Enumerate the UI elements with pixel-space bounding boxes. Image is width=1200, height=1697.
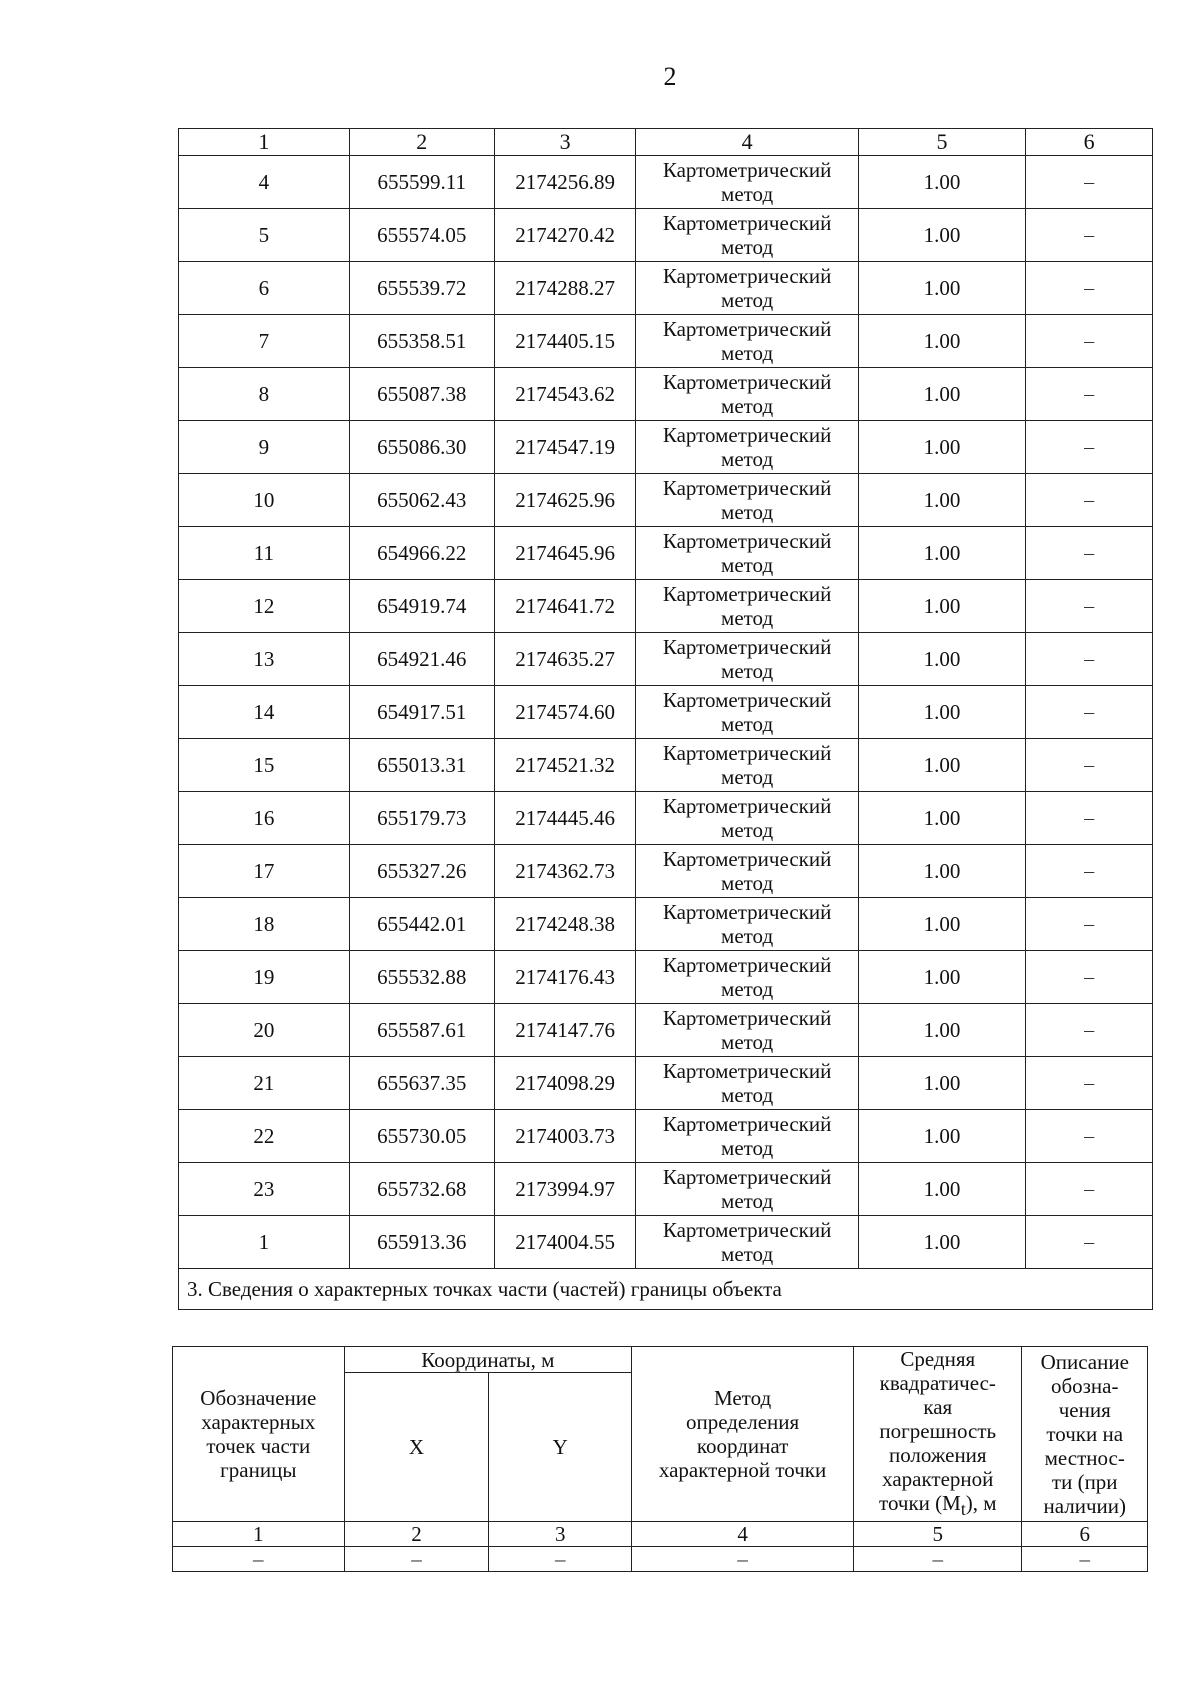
point-number: 14 [179,686,350,739]
y-coordinate: 2174574.60 [494,686,636,739]
description-cell: – [1026,686,1153,739]
error-value: 1.00 [858,792,1026,845]
section-row [179,1269,1153,1310]
y-coordinate: 2174635.27 [494,633,636,686]
method-cell [636,633,858,686]
point-designation-header: Обозначение характерных точек части границы [173,1347,345,1522]
method-line: метод [721,394,774,418]
x-coordinate: 655730.05 [349,1110,494,1163]
table-cell: – [489,1547,632,1572]
x-coordinate: 654921.46 [349,633,494,686]
table-cell: – [632,1547,854,1572]
x-coordinate: 654966.22 [349,527,494,580]
point-number: 17 [179,845,350,898]
method-line: метод [721,341,774,365]
method-line: Картометрический [662,582,832,606]
x-coordinate: 655087.38 [349,368,494,421]
error-value: 1.00 [858,898,1026,951]
y-coordinate: 2174547.19 [494,421,636,474]
method-cell [636,792,858,845]
method-line: Картометрический [662,847,832,871]
y-coordinate: 2174521.32 [494,739,636,792]
method-line: метод [721,500,774,524]
description-cell: – [1026,156,1153,209]
error-value: 1.00 [858,1163,1026,1216]
table-row [179,633,1153,686]
column-number: 3 [489,1522,632,1547]
description-cell: – [1026,474,1153,527]
description-cell: – [1026,209,1153,262]
method-line: метод [721,288,774,312]
method-line: метод [721,1242,774,1266]
point-number: 1 [179,1216,350,1269]
y-coordinate: 2174645.96 [494,527,636,580]
method-cell [636,315,858,368]
y-coordinate: 2174445.46 [494,792,636,845]
x-coordinate: 654917.51 [349,686,494,739]
table-row [179,898,1153,951]
table-row [179,845,1153,898]
error-value: 1.00 [858,633,1026,686]
error-value: 1.00 [858,1004,1026,1057]
x-coordinate: 654919.74 [349,580,494,633]
column-number-row [173,1522,1148,1547]
y-coordinate: 2174003.73 [494,1110,636,1163]
method-line: метод [721,977,774,1001]
column-number: 4 [636,129,858,156]
error-value: 1.00 [858,315,1026,368]
error-header: Средняя квадратичес- кая погрешность положения характерной точки $(M_t)$, м [854,1347,1022,1522]
coordinates-header: Координаты, м [344,1347,631,1373]
column-number: 2 [344,1522,489,1547]
table-row [179,686,1153,739]
method-line: метод [721,659,774,683]
method-line: метод [721,235,774,259]
method-line: метод [721,924,774,948]
method-cell [636,527,858,580]
method-line: метод [721,447,774,471]
table-row [179,421,1153,474]
table-row [179,792,1153,845]
y-coordinate: 2173994.97 [494,1163,636,1216]
method-line: Картометрический [662,1059,832,1083]
error-value: 1.00 [858,209,1026,262]
x-coordinate: 655013.31 [349,739,494,792]
method-cell [636,1163,858,1216]
point-number: 10 [179,474,350,527]
table-row [173,1547,1148,1572]
column-number: 3 [494,129,636,156]
method-line: Картометрический [662,953,832,977]
method-line: Картометрический [662,688,832,712]
column-number: 5 [854,1522,1022,1547]
x-coordinate: 655599.11 [349,156,494,209]
y-coordinate: 2174362.73 [494,845,636,898]
error-value: 1.00 [858,1057,1026,1110]
error-value: 1.00 [858,951,1026,1004]
method-cell [636,262,858,315]
description-cell: – [1026,1057,1153,1110]
y-coordinate: 2174625.96 [494,474,636,527]
method-line: Картометрический [662,264,832,288]
x-coordinate: 655327.26 [349,845,494,898]
method-line: Картометрический [662,794,832,818]
method-cell [636,421,858,474]
method-cell [636,1216,858,1269]
table-row [179,951,1153,1004]
y-header: Y [489,1373,632,1522]
point-number: 23 [179,1163,350,1216]
description-cell: – [1026,368,1153,421]
method-line: Картометрический [662,370,832,394]
point-number: 13 [179,633,350,686]
y-coordinate: 2174147.76 [494,1004,636,1057]
error-value: 1.00 [858,580,1026,633]
column-number: 6 [1022,1522,1148,1547]
point-number: 11 [179,527,350,580]
table-row [179,1110,1153,1163]
method-line: Картометрический [662,900,832,924]
method-line: Картометрический [662,1112,832,1136]
section-title: 3. Сведения о характерных точках части (частей) границы объекта [179,1269,1153,1310]
method-cell [636,156,858,209]
method-line: метод [721,1030,774,1054]
column-number: 1 [173,1522,345,1547]
point-number: 15 [179,739,350,792]
x-coordinate: 655086.30 [349,421,494,474]
point-number: 7 [179,315,350,368]
method-line: Картометрический [662,1218,832,1242]
method-line: Картометрический [662,1006,832,1030]
x-coordinate: 655587.61 [349,1004,494,1057]
column-number: 1 [179,129,350,156]
x-coordinate: 655062.43 [349,474,494,527]
x-coordinate: 655732.68 [349,1163,494,1216]
table-row [179,368,1153,421]
description-cell: – [1026,898,1153,951]
y-coordinate: 2174256.89 [494,156,636,209]
y-coordinate: 2174004.55 [494,1216,636,1269]
y-coordinate: 2174641.72 [494,580,636,633]
method-line: метод [721,871,774,895]
method-line: метод [721,553,774,577]
method-header: Метод определения координат характерной точки [632,1347,854,1522]
method-cell [636,845,858,898]
page-number: 2 [663,62,677,91]
method-cell [636,1110,858,1163]
method-line: Картометрический [662,423,832,447]
y-coordinate: 2174176.43 [494,951,636,1004]
method-cell [636,951,858,1004]
method-line: метод [721,1189,774,1213]
y-coordinate: 2174288.27 [494,262,636,315]
method-line: Картометрический [662,211,832,235]
error-value: 1.00 [858,1216,1026,1269]
column-number-row [179,129,1153,156]
table-row [179,474,1153,527]
y-coordinate: 2174270.42 [494,209,636,262]
description-cell: – [1026,845,1153,898]
method-line: Картометрический [662,1165,832,1189]
y-coordinate: 2174248.38 [494,898,636,951]
x-header: X [344,1373,489,1522]
column-number: 5 [858,129,1026,156]
point-number: 9 [179,421,350,474]
x-coordinate: 655532.88 [349,951,494,1004]
method-line: метод [721,712,774,736]
error-value: 1.00 [858,474,1026,527]
method-cell [636,898,858,951]
x-coordinate: 655913.36 [349,1216,494,1269]
table-row [179,739,1153,792]
method-cell [636,1004,858,1057]
error-value: 1.00 [858,845,1026,898]
x-coordinate: 655442.01 [349,898,494,951]
table-row [179,527,1153,580]
point-number: 12 [179,580,350,633]
error-value: 1.00 [858,1110,1026,1163]
column-number: 4 [632,1522,854,1547]
error-value: 1.00 [858,527,1026,580]
description-cell: – [1026,1004,1153,1057]
method-cell [636,580,858,633]
point-number: 20 [179,1004,350,1057]
coordinates-table [178,128,1153,1310]
method-line: Картометрический [662,635,832,659]
method-line: метод [721,765,774,789]
description-cell: – [1026,1216,1153,1269]
table-row [179,262,1153,315]
x-coordinate: 655539.72 [349,262,494,315]
method-line: Картометрический [662,476,832,500]
error-value: 1.00 [858,262,1026,315]
method-line: Картометрический [662,529,832,553]
method-line: метод [721,1083,774,1107]
method-cell [636,368,858,421]
part-boundary-table [172,1346,1148,1572]
table-cell: – [1022,1547,1148,1572]
table-row [179,1216,1153,1269]
method-line: метод [721,1136,774,1160]
method-cell [636,739,858,792]
column-number: 6 [1026,129,1153,156]
error-value: 1.00 [858,739,1026,792]
x-coordinate: 655637.35 [349,1057,494,1110]
error-value: 1.00 [858,368,1026,421]
point-number: 19 [179,951,350,1004]
error-value: 1.00 [858,421,1026,474]
description-cell: – [1026,633,1153,686]
x-coordinate: 655574.05 [349,209,494,262]
description-cell: – [1026,1163,1153,1216]
method-line: Картометрический [662,158,832,182]
table-row [179,580,1153,633]
table-cell: – [344,1547,489,1572]
description-cell: – [1026,315,1153,368]
method-cell [636,1057,858,1110]
method-line: Картометрический [662,741,832,765]
point-number: 21 [179,1057,350,1110]
table-cell: – [854,1547,1022,1572]
description-cell: – [1026,262,1153,315]
description-cell: – [1026,792,1153,845]
table-row [179,1004,1153,1057]
method-cell [636,474,858,527]
table-cell: – [173,1547,345,1572]
table-row [179,156,1153,209]
point-number: 22 [179,1110,350,1163]
y-coordinate: 2174405.15 [494,315,636,368]
x-coordinate: 655179.73 [349,792,494,845]
point-number: 8 [179,368,350,421]
description-header: Описание обозна- чения точки на местнос- ти (при наличии) [1022,1347,1148,1522]
description-cell: – [1026,580,1153,633]
description-cell: – [1026,1110,1153,1163]
method-line: Картометрический [662,317,832,341]
y-coordinate: 2174098.29 [494,1057,636,1110]
table-row [179,209,1153,262]
point-number: 5 [179,209,350,262]
table-row [179,1057,1153,1110]
point-number: 16 [179,792,350,845]
column-number: 2 [349,129,494,156]
method-line: метод [721,182,774,206]
point-number: 18 [179,898,350,951]
table-row [179,1163,1153,1216]
method-line: метод [721,818,774,842]
description-cell: – [1026,421,1153,474]
point-number: 6 [179,262,350,315]
error-value: 1.00 [858,686,1026,739]
error-value: 1.00 [858,156,1026,209]
table-row [179,315,1153,368]
y-coordinate: 2174543.62 [494,368,636,421]
description-cell: – [1026,951,1153,1004]
method-line: метод [721,606,774,630]
method-cell [636,209,858,262]
x-coordinate: 655358.51 [349,315,494,368]
description-cell: – [1026,739,1153,792]
description-cell: – [1026,527,1153,580]
method-cell [636,686,858,739]
point-number: 4 [179,156,350,209]
